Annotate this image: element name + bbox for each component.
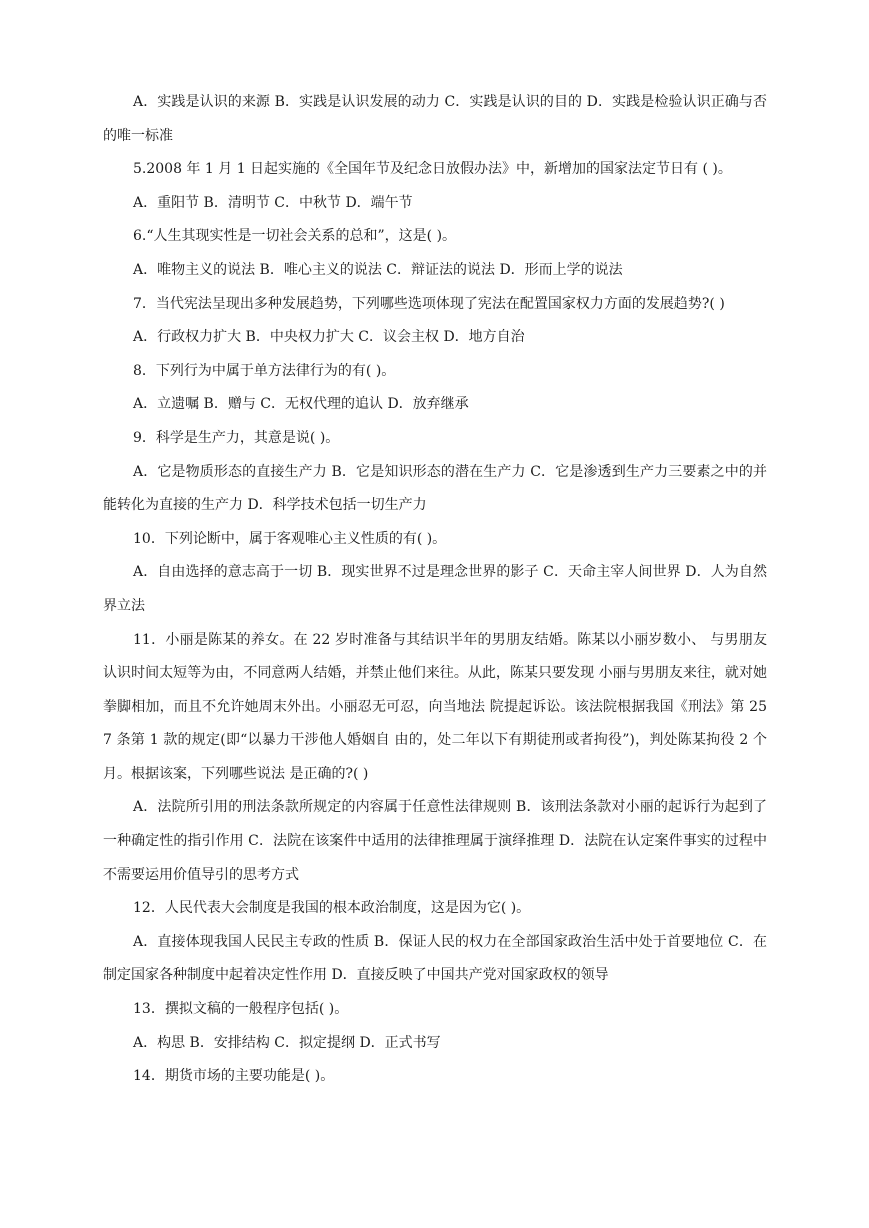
options-q8: A．立遗嘱 B．赠与 C．无权代理的追认 D．放弃继承 (133, 396, 469, 413)
options-q10: A．自由选择的意志高于一切 B．现实世界不过是理念世界的影子 C．天命主宰人间世界 D．人为自然界立法 (103, 564, 767, 614)
question-11: 11．小丽是陈某的养女。在 22 岁时准备与其结识半年的男朋友结婚。陈某以小丽岁数小、 与男朋友认识时间太短等为由，不同意两人结婚，并禁止他们来往。从此，陈某只要发现 小丽与男朋友来往，就对她拳脚相加，而且不允许她周末外出。小丽忍无可忍，向当地法 院提起诉讼。该法院根据我国《刑法》第 257 条第 1 款的规定(即“以暴力干涉他人婚姻自 由的，处二年以下有期徒刑或者拘役”)，判处陈某拘役 2 个月。根据该案，下列哪些说法 是正确的?( ) (103, 631, 767, 782)
options-q12: A．直接体现我国人民民主专政的性质 B．保证人民的权力在全部国家政治生活中处于首要地位 C．在制定国家各种制度中起着决定性作用 D．直接反映了中国共产党对国家政权的领导 (103, 933, 767, 984)
question-9: 9．科学是生产力，其意是说( )。 (133, 429, 340, 446)
question-12: 12．人民代表大会制度是我国的根本政治制度，这是因为它( )。 (133, 900, 531, 917)
options-q5: A．重阳节 B．清明节 C．中秋节 D．端午节 (133, 194, 413, 211)
options-q9: A．它是物质形态的直接生产力 B．它是知识形态的潜在生产力 C．它是渗透到生产力三要素之中的并能转化为直接的生产力 D．科学技术包括一切生产力 (103, 463, 767, 514)
question-10: 10．下列论断中，属于客观唯心主义性质的有( )。 (133, 530, 447, 547)
question-7: 7．当代宪法呈现出多种发展趋势，下列哪些选项体现了宪法在配置国家权力方面的发展趋势?( ) (133, 295, 725, 312)
question-14: 14．期货市场的主要功能是( )。 (133, 1068, 335, 1085)
question-8: 8．下列行为中属于单方法律行为的有( )。 (133, 362, 396, 379)
document-body (103, 86, 767, 1094)
question-13: 13．撰拟文稿的一般程序包括( )。 (133, 1001, 349, 1018)
question-5: 5.2008 年 1 月 1 日起实施的《全国年节及纪念日放假办法》中，新增加的国家法定节日有 ( )。 (133, 161, 732, 178)
options-q4: A．实践是认识的来源 B．实践是认识发展的动力 C．实践是认识的目的 D．实践是检验认识正确与否的唯一标准 (103, 94, 767, 144)
options-q6: A．唯物主义的说法 B．唯心主义的说法 C．辩证法的说法 D．形而上学的说法 (133, 261, 623, 278)
question-6: 6.“人生其现实性是一切社会关系的总和”，这是( )。 (133, 228, 457, 245)
options-q13: A．构思 B．安排结构 C．拟定提纲 D．正式书写 (133, 1034, 441, 1051)
options-q7: A．行政权力扩大 B．中央权力扩大 C．议会主权 D．地方自治 (133, 329, 525, 346)
options-q11: A．法院所引用的刑法条款所规定的内容属于任意性法律规则 B．该刑法条款对小丽的起诉行为起到了一种确定性的指引作用 C．法院在该案件中适用的法律推理属于演绎推理 D．法院在认定案件事实的过程中不需要运用价值导引的思考方式 (103, 799, 767, 883)
